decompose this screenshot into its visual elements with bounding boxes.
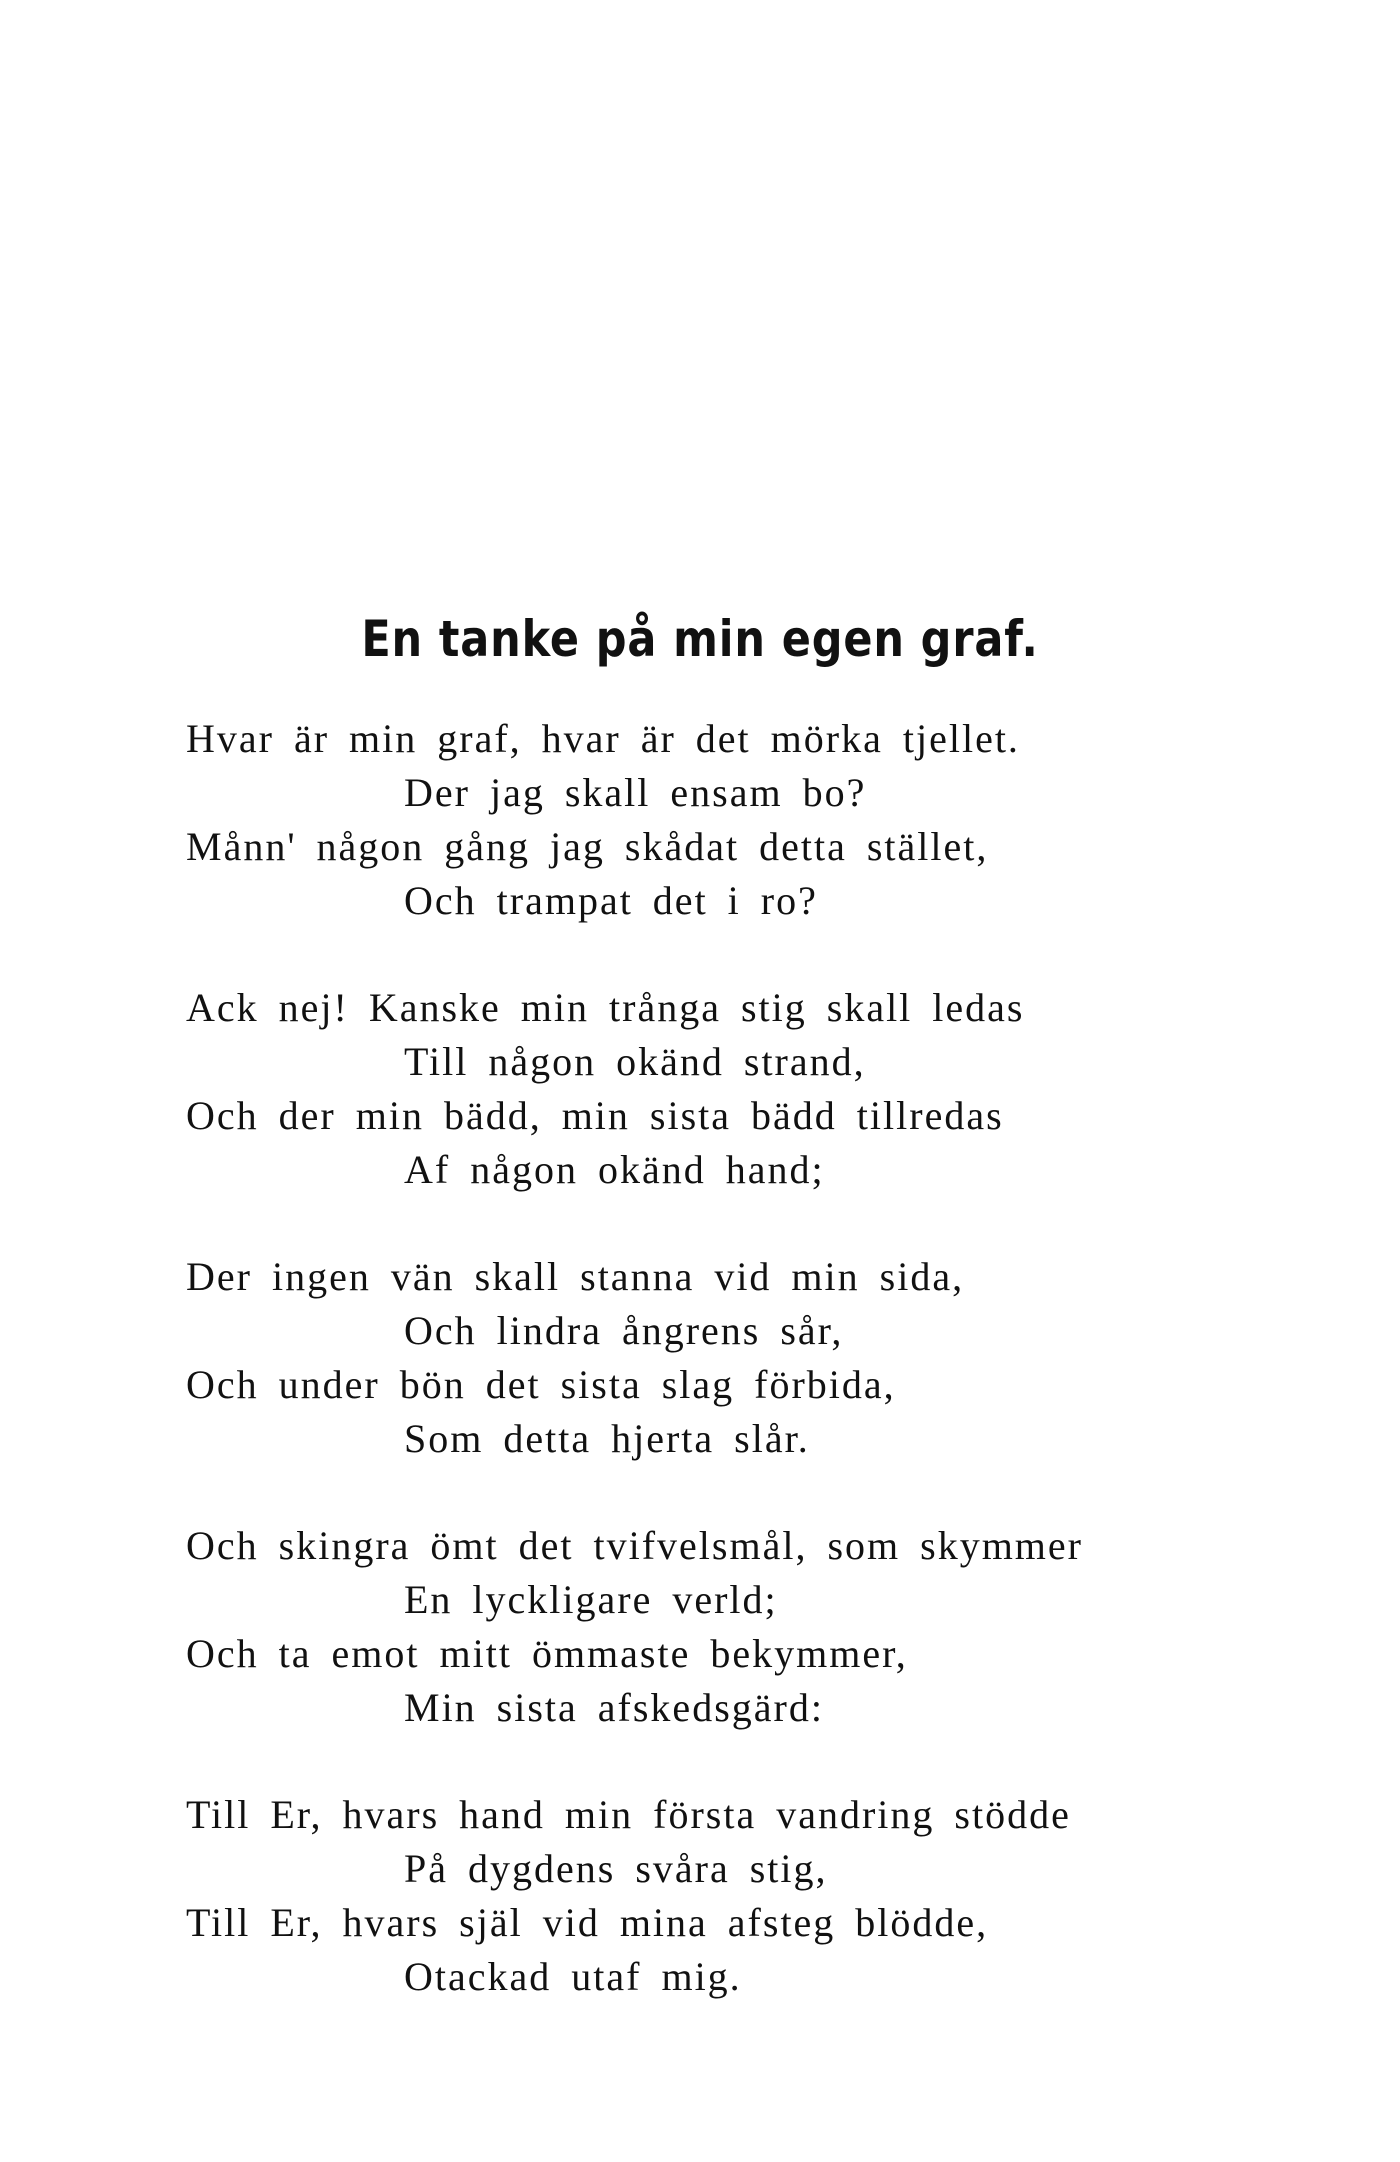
verse-line: En lyckligare verld; <box>404 1577 778 1622</box>
verse-line: Och skingra ömt det tvifvelsmål, som skymmer <box>186 1523 1083 1568</box>
verse-line: Och under bön det sista slag förbida, <box>186 1362 896 1407</box>
verse-line: Ack nej! Kanske min trånga stig skall ledas <box>186 985 1025 1030</box>
verse-line: Der ingen vän skall stanna vid min sida, <box>186 1254 965 1299</box>
verse-line: Hvar är min graf, hvar är det mörka tjellet. <box>186 716 1020 761</box>
stanza-1 <box>186 712 1286 928</box>
verse-line: Och ta emot mitt ömmaste bekymmer, <box>186 1631 908 1676</box>
poem-title: En tanke på min egen graf. <box>361 610 1039 668</box>
stanza-2 <box>186 981 1286 1197</box>
stanza-3 <box>186 1250 1286 1466</box>
verse-line: Der jag skall ensam bo? <box>404 770 867 815</box>
verse-line: Och lindra ångrens sår, <box>404 1308 844 1353</box>
verse-line: Min sista afskedsgärd: <box>404 1685 824 1730</box>
verse-line: Otackad utaf mig. <box>404 1954 742 1999</box>
verse-line: Till någon okänd strand, <box>404 1039 866 1084</box>
stanza-5 <box>186 1788 1286 2004</box>
verse-line: Månn' någon gång jag skådat detta stället, <box>186 824 989 869</box>
verse-line: Som detta hjerta slår. <box>404 1416 810 1461</box>
verse-line: På dygdens svåra stig, <box>404 1846 828 1891</box>
verse-line: Och trampat det i ro? <box>404 878 818 923</box>
verse-line: Till Er, hvars hand min första vandring stödde <box>186 1792 1071 1837</box>
verse-line: Och der min bädd, min sista bädd tillredas <box>186 1093 1004 1138</box>
verse-line: Till Er, hvars själ vid mina afsteg blödde, <box>186 1900 989 1945</box>
poem-body <box>186 712 1286 2057</box>
stanza-4 <box>186 1519 1286 1735</box>
verse-line: Af någon okänd hand; <box>404 1147 825 1192</box>
